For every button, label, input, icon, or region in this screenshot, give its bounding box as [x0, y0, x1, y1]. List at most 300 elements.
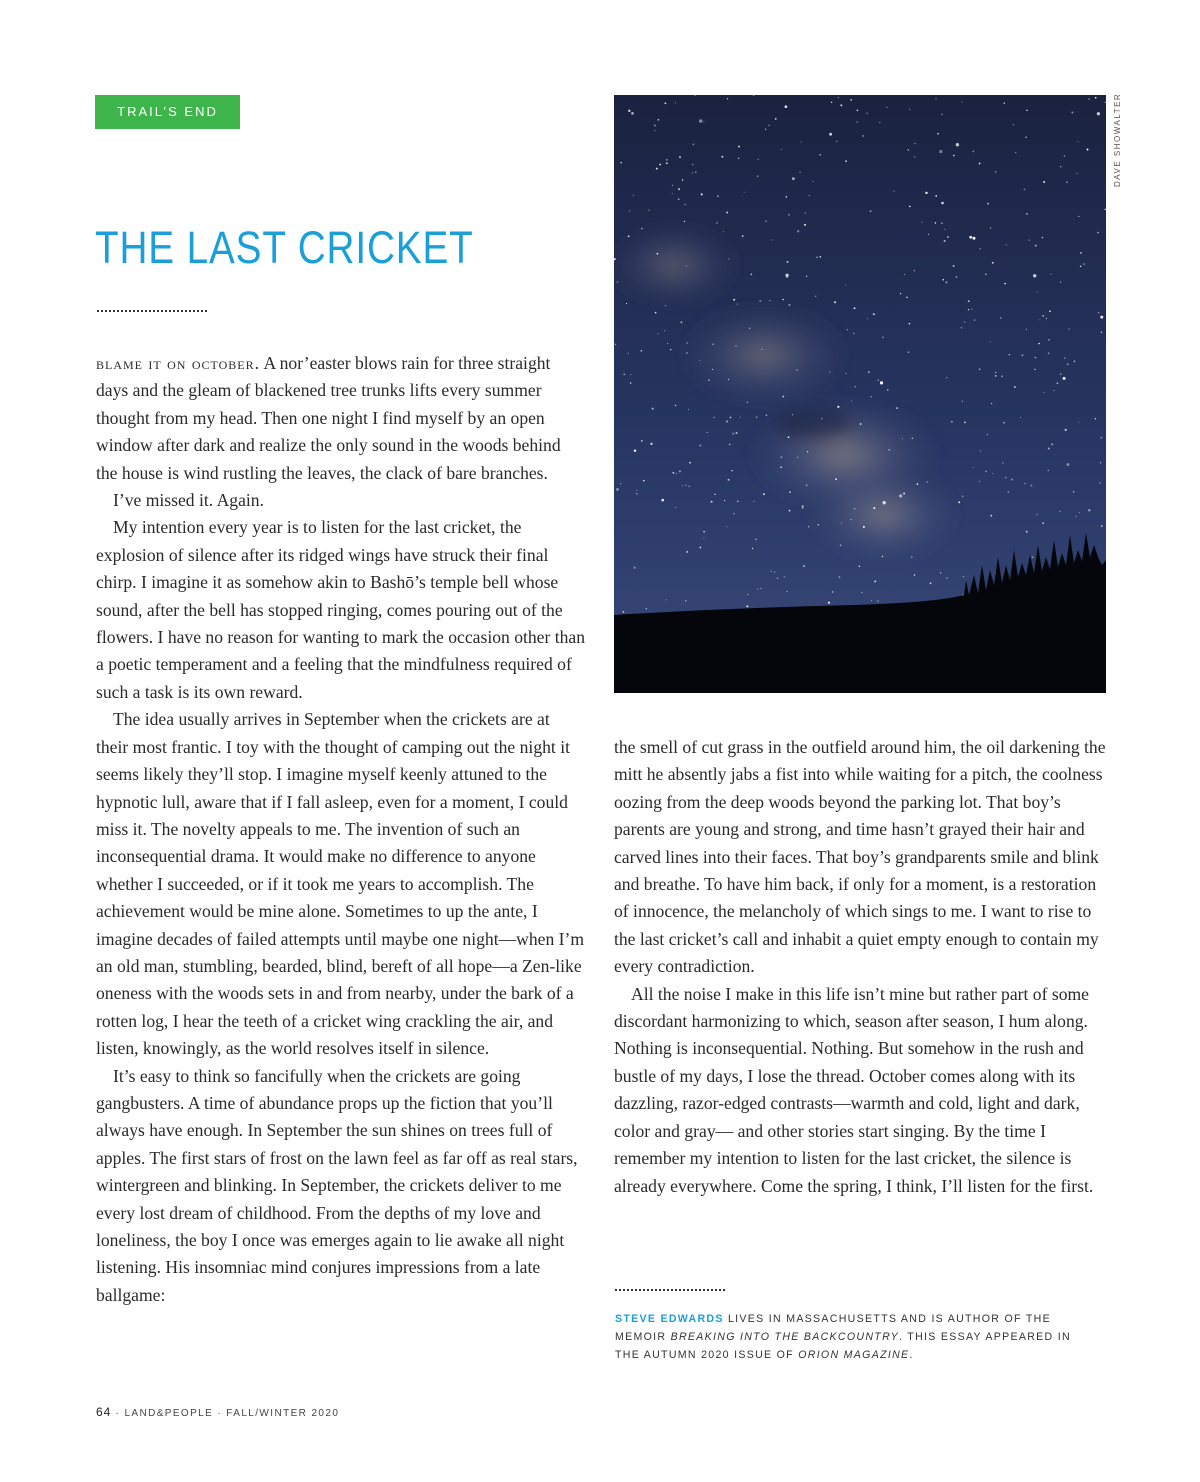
star	[853, 333, 855, 335]
star	[946, 281, 948, 283]
star	[675, 507, 676, 508]
star	[928, 234, 929, 235]
star	[1065, 429, 1067, 431]
star	[1079, 422, 1080, 423]
star	[616, 488, 619, 491]
star	[802, 507, 804, 509]
star	[816, 257, 817, 258]
star	[863, 526, 865, 528]
star	[867, 113, 868, 114]
star	[1100, 316, 1103, 319]
star	[796, 369, 797, 370]
star	[656, 168, 658, 170]
star	[1020, 417, 1021, 418]
star	[968, 309, 969, 310]
star	[847, 329, 848, 330]
star	[1000, 317, 1002, 319]
star	[703, 121, 704, 122]
star	[628, 235, 630, 237]
star	[749, 328, 750, 329]
star	[1044, 392, 1045, 393]
star	[807, 451, 808, 452]
star	[782, 299, 783, 300]
star	[851, 400, 852, 401]
star	[666, 162, 668, 164]
star	[738, 158, 740, 160]
star	[1100, 462, 1101, 463]
star	[893, 191, 894, 192]
star	[766, 414, 768, 416]
star	[841, 523, 842, 524]
star	[769, 300, 770, 301]
star	[1032, 556, 1034, 558]
star	[784, 576, 785, 577]
star	[1095, 418, 1096, 419]
star	[1051, 444, 1053, 446]
star	[972, 237, 975, 240]
star	[912, 438, 913, 439]
star	[629, 211, 630, 212]
star	[979, 481, 980, 482]
star	[1080, 252, 1082, 254]
star	[689, 462, 691, 464]
star	[678, 188, 680, 190]
star	[859, 566, 860, 567]
star	[693, 144, 694, 145]
star	[661, 499, 664, 502]
star	[857, 109, 859, 111]
star	[747, 402, 748, 403]
star	[1021, 354, 1023, 356]
star	[787, 261, 789, 263]
star	[1033, 274, 1036, 277]
star	[1004, 102, 1005, 103]
section-tag: TRAIL’S END	[95, 95, 240, 129]
star	[752, 548, 753, 549]
star	[724, 500, 725, 501]
star	[689, 486, 690, 487]
star	[1009, 354, 1010, 355]
star	[797, 456, 798, 457]
star	[1005, 477, 1007, 479]
star	[1050, 273, 1051, 274]
star	[809, 195, 810, 196]
star	[925, 192, 927, 194]
star	[964, 422, 966, 424]
star	[757, 589, 758, 590]
star	[935, 195, 937, 197]
star	[628, 110, 630, 112]
star	[765, 220, 767, 222]
star	[914, 270, 915, 271]
paragraph: The idea usually arrives in September when the crickets are at their most frantic. I toy with the thought of camping out the night it seems likely they’ll stop. I imagine myself keenly attuned to the hypnotic lull, aware that if I fall asleep, even for a moment, I could miss it. The novelty appeals to me. The invention of such an inconsequential drama. It would make no difference to anyone whether I succeeded, or if it took me years to accomplish. The achievement would be mine alone. Sometimes to up the ante, I imagine decades of failed attempts until maybe one night—when I’m an old man, stumbling, bearded, blind, bereft of all hope—a Zen-like oneness with the woods sets in and from nearby, under the bark of a rotten log, I hear the teeth of a cricket wing crackling the air, and listen, knowingly, as the world resolves itself in silence.	[96, 709, 585, 1059]
body-column-right	[614, 734, 1106, 1200]
star	[1077, 141, 1078, 142]
star	[964, 322, 965, 323]
star	[940, 572, 941, 573]
star	[867, 318, 868, 319]
star	[908, 351, 909, 352]
star	[742, 235, 744, 237]
star	[1011, 479, 1013, 481]
star	[658, 333, 659, 334]
star	[979, 368, 981, 370]
star	[1048, 448, 1050, 450]
bio-text: . THIS ESSAY APPEARED IN THE AUTUMN 2020 ISSUE OF	[615, 1331, 1071, 1361]
star	[1034, 369, 1035, 370]
star	[760, 588, 761, 589]
star	[990, 515, 992, 517]
star	[870, 210, 872, 212]
star	[761, 349, 762, 350]
star	[1042, 315, 1044, 317]
star	[1006, 244, 1007, 245]
star	[759, 300, 761, 302]
star	[785, 274, 788, 277]
star	[838, 97, 839, 98]
star	[985, 471, 987, 473]
star	[987, 203, 989, 205]
star	[781, 149, 782, 150]
star	[1080, 266, 1082, 268]
star	[968, 300, 970, 302]
star	[620, 483, 621, 484]
star	[990, 341, 991, 342]
star	[850, 99, 852, 101]
star	[1074, 360, 1076, 362]
star	[1060, 282, 1061, 283]
star	[789, 510, 791, 512]
star	[995, 171, 997, 173]
star	[786, 196, 788, 198]
star	[740, 417, 741, 418]
star	[676, 473, 677, 474]
paragraph: It’s easy to think so fancifully when the crickets are going gangbusters. A time of abundance props up the fiction that you’ll always have enough. In September the sun shines on trees full of apples. The first stars of frost on the lawn feel as far off as real stars, wintergreen and blinking. In September, the crickets deliver to me every lost dream of childhood. From the depths of my love and loneliness, the boy I once was emerges again to lie awake all night listening. His insomniac mind conjures impressions from a late ballgame:	[96, 1065, 578, 1305]
star	[728, 258, 729, 259]
star	[682, 179, 683, 180]
star	[620, 162, 622, 164]
star	[641, 350, 643, 352]
star	[672, 185, 674, 187]
star	[707, 432, 708, 433]
star	[1095, 97, 1097, 99]
star	[703, 531, 705, 533]
star	[803, 565, 805, 567]
star	[768, 125, 769, 126]
star	[684, 221, 685, 222]
star	[902, 438, 903, 439]
star	[911, 556, 912, 557]
star	[682, 485, 683, 486]
star	[860, 423, 862, 425]
star	[699, 445, 701, 447]
star	[979, 248, 981, 250]
star	[675, 102, 676, 103]
star	[946, 577, 948, 579]
star	[627, 353, 629, 355]
star	[871, 600, 872, 601]
star	[1036, 514, 1037, 515]
star	[664, 330, 665, 331]
star	[937, 133, 939, 135]
star	[695, 172, 696, 173]
star	[939, 150, 942, 153]
lead-in: blame it on october.	[96, 353, 261, 373]
star	[880, 381, 883, 384]
star	[862, 135, 864, 137]
star	[1057, 382, 1059, 384]
star	[944, 240, 946, 242]
star	[804, 224, 806, 226]
star	[906, 296, 908, 298]
star	[971, 308, 972, 309]
star	[820, 256, 822, 258]
star	[962, 496, 964, 498]
star	[1068, 328, 1069, 329]
star	[909, 323, 911, 325]
star	[686, 352, 687, 353]
star	[953, 265, 955, 267]
star	[1042, 237, 1044, 239]
star	[871, 396, 872, 397]
star	[1039, 319, 1040, 320]
star	[1079, 512, 1080, 513]
star	[780, 466, 782, 468]
star	[995, 372, 996, 373]
star	[806, 276, 807, 277]
bio-text: .	[909, 1349, 914, 1361]
star	[733, 299, 735, 301]
star	[909, 206, 911, 208]
star	[726, 421, 728, 423]
star	[617, 281, 618, 282]
star	[805, 212, 806, 213]
star	[792, 414, 793, 415]
star	[947, 236, 949, 238]
star	[887, 389, 888, 390]
star	[1060, 166, 1061, 167]
star	[935, 222, 937, 224]
star	[667, 343, 668, 344]
star	[688, 409, 689, 410]
star	[708, 379, 710, 381]
star	[1071, 112, 1073, 114]
star	[758, 159, 759, 160]
star	[732, 433, 734, 435]
star	[1026, 531, 1028, 533]
star	[962, 401, 963, 402]
star	[692, 172, 693, 173]
star	[615, 344, 617, 346]
star	[1049, 310, 1051, 312]
star	[633, 567, 635, 569]
star	[914, 574, 916, 576]
star	[868, 371, 870, 373]
star	[834, 301, 836, 303]
star	[1097, 112, 1100, 115]
star	[829, 371, 831, 373]
star	[821, 418, 822, 419]
star	[727, 526, 728, 527]
star	[854, 307, 856, 309]
paragraph	[96, 350, 586, 487]
star	[666, 599, 667, 600]
star	[792, 177, 795, 180]
star	[837, 406, 839, 408]
star	[1035, 245, 1037, 247]
star	[973, 467, 974, 468]
star	[700, 547, 702, 549]
star	[712, 369, 713, 370]
star	[946, 377, 947, 378]
star	[840, 104, 842, 106]
star	[1064, 155, 1066, 157]
star	[636, 493, 637, 494]
star	[980, 450, 981, 451]
star	[922, 222, 923, 223]
star	[797, 230, 799, 232]
star	[717, 195, 719, 197]
star	[685, 600, 687, 602]
star	[1060, 373, 1061, 374]
star	[623, 373, 625, 375]
star	[909, 109, 910, 110]
star	[845, 160, 847, 162]
star	[703, 538, 704, 539]
star	[1104, 209, 1105, 210]
star	[756, 416, 757, 417]
star	[926, 481, 928, 483]
book-title: BREAKING INTO THE BACKCOUNTRY	[670, 1331, 900, 1343]
star	[643, 480, 645, 482]
star	[812, 181, 813, 182]
star	[1026, 110, 1028, 112]
star	[1025, 137, 1026, 138]
star	[626, 303, 627, 304]
star	[1067, 363, 1069, 365]
star	[771, 571, 772, 572]
photo-credit: DAVE SHOWALTER	[1113, 92, 1122, 187]
star	[650, 443, 652, 445]
star	[654, 130, 655, 131]
star	[1105, 102, 1106, 103]
star	[917, 483, 919, 485]
star	[836, 141, 837, 142]
star	[631, 112, 634, 115]
star	[944, 229, 945, 230]
star	[641, 228, 643, 230]
star	[757, 175, 758, 176]
star	[726, 212, 728, 214]
star	[714, 494, 716, 496]
star	[788, 436, 790, 438]
star	[713, 344, 714, 345]
star	[1066, 181, 1068, 183]
star	[648, 210, 650, 212]
star	[1014, 386, 1016, 388]
star	[736, 432, 738, 434]
star	[731, 470, 732, 471]
star	[882, 337, 884, 339]
star	[771, 240, 772, 241]
star	[1042, 522, 1044, 524]
star	[896, 407, 898, 409]
star	[675, 405, 676, 406]
star	[956, 143, 959, 146]
star	[873, 507, 875, 509]
star	[969, 236, 972, 239]
paragraph: All the noise I make in this life isn’t mine but rather part of some discordant harmonizing to which, season after season, I hum along. Nothing is inconsequential. Nothing. But somehow in the rush and bustle of my days, I lose the thread. October comes along with its dazzling, razor-edged contrasts—warmth and cold, light and dark, color and gray— and other stories start singing. By the time I remember my intention to listen for the last cricket, the silence is already everywhere. Come the spring, I think, I’ll listen for the first.	[614, 983, 1094, 1196]
star	[899, 494, 902, 497]
star	[786, 591, 787, 592]
star	[738, 146, 740, 148]
star	[819, 154, 821, 156]
star	[839, 576, 841, 578]
star	[900, 293, 901, 294]
star	[789, 491, 790, 492]
bio-divider	[615, 1289, 725, 1291]
star	[835, 478, 837, 480]
star	[684, 204, 685, 205]
paragraph-text: A nor’easter blows rain for three straight days and the gleam of blackened tree trunks lifts every summer thought from my head. Then one night I find myself by an open window after dark and realize the only sound in the woods behind the house is wind rustling the leaves, the clack of bare branches.	[96, 353, 561, 483]
star	[1053, 390, 1054, 391]
night-sky-photo	[614, 95, 1106, 693]
star	[737, 303, 738, 304]
star	[670, 349, 672, 351]
star	[753, 501, 754, 502]
bio-text: LIVES IN MASSACHUSETTS AND IS AUTHOR OF THE MEMOIR	[615, 1313, 1051, 1343]
star	[723, 231, 724, 232]
star	[856, 121, 857, 122]
star	[678, 198, 680, 200]
star	[1099, 482, 1101, 484]
star	[1002, 462, 1004, 464]
author-name: STEVE EDWARDS	[615, 1313, 724, 1325]
star	[903, 493, 905, 495]
paragraph: My intention every year is to listen for the last cricket, the explosion of silence after its ridged wings have struck their final chirp. I imagine it as somehow akin to Bashō’s temple bell whose sound, after the bell has stopped ringing, comes pouring out of the flowers. I have no reason for wanting to mark the occasion other than a poetic temperament and a feeling that the mindfulness required of such a task is its own reward.	[96, 517, 586, 702]
star	[685, 485, 686, 486]
star	[1030, 485, 1032, 487]
star	[963, 576, 964, 577]
star	[941, 222, 943, 224]
star	[646, 608, 647, 609]
star	[750, 274, 752, 276]
author-bio	[615, 1310, 1095, 1364]
star	[785, 105, 788, 108]
star	[614, 258, 616, 260]
star	[1064, 358, 1065, 359]
star	[686, 551, 688, 553]
star	[877, 600, 878, 601]
star	[1015, 152, 1016, 153]
star	[694, 95, 695, 96]
night-sky-image	[614, 95, 1106, 693]
star	[746, 605, 748, 607]
star	[974, 320, 975, 321]
star	[808, 526, 809, 527]
star	[699, 119, 703, 123]
star	[1100, 437, 1102, 439]
star	[1097, 232, 1099, 234]
star	[873, 313, 875, 315]
body-column-left	[96, 350, 586, 1309]
star	[744, 192, 745, 193]
star	[1048, 339, 1050, 341]
page-footer	[96, 1405, 339, 1419]
star	[1087, 149, 1089, 151]
star	[728, 379, 729, 380]
star	[659, 164, 661, 166]
